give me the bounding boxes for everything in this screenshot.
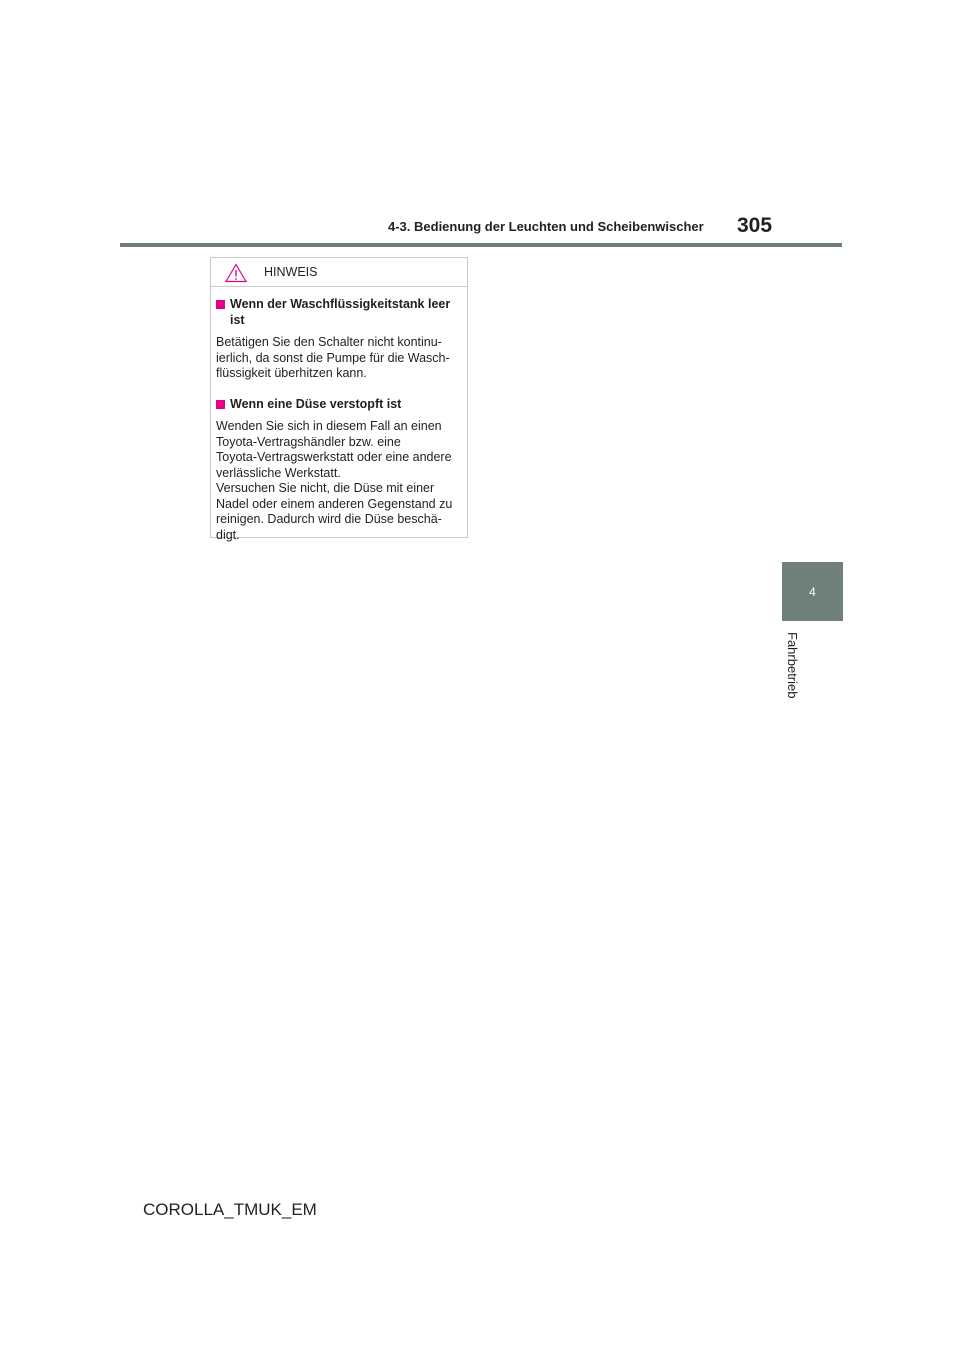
warning-triangle-icon [225,263,247,283]
item-heading-text: Wenn eine Düse verstopft ist [230,396,402,411]
chapter-label: Fahrbetrieb [785,632,800,699]
item-heading-text: Wenn der Waschflüssigkeitstank leer ist [230,297,451,327]
section-title: 4-3. Bedienung der Leuchten und Scheibenwischer [388,219,704,234]
notice-header [211,258,467,287]
chapter-number: 4 [809,584,816,599]
item-heading [216,397,462,413]
header-divider [120,243,842,247]
chapter-tab [782,562,843,621]
item-text: Betätigen Sie den Schalter nicht kontinu- ierlich, da sonst die Pumpe für die Wasch- flüssigkeit überhitzen kann. [216,335,450,380]
notice-title: HINWEIS [264,265,318,279]
item-heading [216,297,462,328]
notice-body [211,287,467,543]
square-bullet-icon [216,300,225,309]
notice-box [210,257,468,542]
model-code: COROLLA_TMUK_EM [143,1200,317,1219]
square-bullet-icon [216,400,225,409]
item-text: Wenden Sie sich in diesem Fall an einen Toyota-Vertragshändler bzw. eine Toyota-Vertragswerkstatt oder eine andere verlässliche Werkstatt. Versuchen Sie nicht, die Düse mit einer Nadel oder einem anderen Gegenstand zu reinigen. Dadurch wird die Düse beschä- digt. [216,419,453,542]
page-number: 305 [737,214,773,237]
